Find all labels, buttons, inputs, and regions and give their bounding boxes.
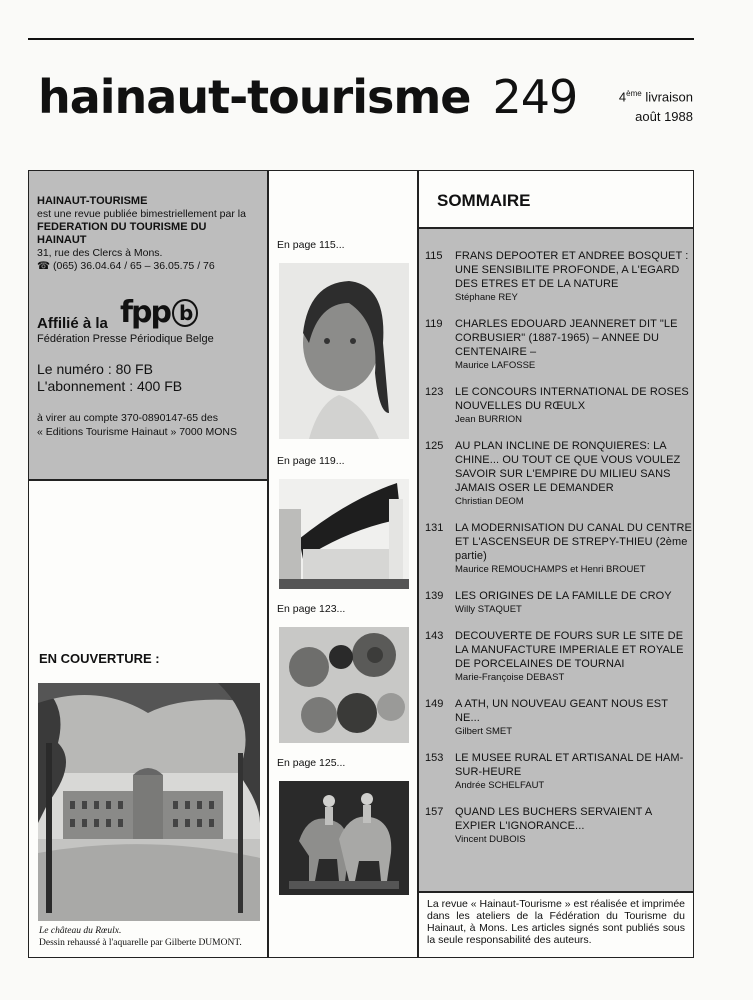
toc-page: 139 bbox=[425, 590, 444, 602]
toc-author: Jean BURRION bbox=[455, 414, 523, 425]
toc-author: Willy STAQUET bbox=[455, 604, 522, 615]
toc-entry bbox=[419, 697, 693, 738]
image-label: En page 119... bbox=[277, 455, 345, 467]
toc-entry bbox=[419, 589, 693, 616]
images-panel bbox=[268, 170, 418, 958]
table-of-contents bbox=[418, 228, 694, 892]
toc-title: A ATH, UN NOUVEAU GEANT NOUS EST NE... bbox=[455, 698, 668, 724]
image-label: En page 125... bbox=[277, 757, 346, 769]
toc-title: LE MUSEE RURAL ET ARTISANAL DE HAM-SUR-HEURE bbox=[455, 752, 684, 778]
portrait-image bbox=[279, 263, 409, 439]
federation-name: FEDERATION DU TOURISME DU HAINAUT bbox=[37, 221, 207, 246]
toc-page: 115 bbox=[425, 250, 443, 262]
magazine-title bbox=[38, 70, 578, 124]
prices bbox=[37, 361, 259, 395]
publication-frequency: est une revue publiée bimestriellement par la bbox=[37, 208, 246, 220]
footer-note: La revue « Hainaut-Tourisme » est réalisée et imprimée dans les ateliers de la Fédération du Tourisme du Hainaut, à Mons. Les articles signés sont publiés sous la seule responsabilité des auteurs. bbox=[418, 892, 694, 958]
toc-page: 125 bbox=[425, 440, 444, 452]
toc-entry bbox=[419, 629, 693, 684]
toc-author: Stéphane REY bbox=[455, 292, 518, 303]
cover-caption-credit: Dessin rehaussé à l'aquarelle par Gilberte DUMONT. bbox=[39, 938, 242, 948]
toc-entry bbox=[419, 805, 693, 846]
toc-title: CHARLES EDOUARD JEANNERET DIT "LE CORBUSIER" (1887-1965) – ANNEE DU CENTENAIRE – bbox=[455, 318, 678, 358]
cover-panel bbox=[28, 480, 268, 958]
affiliated-org: Fédération Presse Périodique Belge bbox=[37, 333, 214, 345]
cover-label: EN COUVERTURE : bbox=[39, 651, 160, 666]
toc-title: FRANS DEPOOTER ET ANDREE BOSQUET : UNE SENSIBILITE PROFONDE, A L'EGARD DES ETRES ET DE LA NATURE bbox=[455, 250, 689, 290]
toc-page: 119 bbox=[425, 318, 443, 330]
top-rule bbox=[28, 38, 694, 40]
affiliation bbox=[37, 295, 259, 347]
toc-author: Gilbert SMET bbox=[455, 726, 513, 737]
toc-title: QUAND LES BUCHERS SERVAIENT A EXPIER L'IGNORANCE... bbox=[455, 806, 652, 832]
corbusier-chapel-image bbox=[279, 479, 409, 589]
magazine-name: hainaut-tourisme bbox=[38, 70, 471, 124]
image-label: En page 115... bbox=[277, 239, 345, 251]
toc-entry bbox=[419, 249, 693, 304]
publication-name: HAINAUT-TOURISME bbox=[37, 195, 148, 207]
toc-entry bbox=[419, 521, 693, 576]
publication-info-panel bbox=[28, 170, 268, 480]
toc-entry bbox=[419, 385, 693, 426]
chinese-horses-image bbox=[279, 781, 409, 895]
toc-entry bbox=[419, 317, 693, 372]
toc-title: LA MODERNISATION DU CANAL DU CENTRE ET L'ASCENSEUR DE STREPY-THIEU (2ème partie) bbox=[455, 522, 692, 562]
phone: ☎ (065) 36.04.64 / 65 – 36.05.75 / 76 bbox=[37, 260, 215, 272]
address: 31, rue des Clercs à Mons. bbox=[37, 247, 163, 259]
toc-page: 143 bbox=[425, 630, 444, 642]
price-issue: Le numéro : 80 FB bbox=[37, 361, 153, 377]
toc-page: 153 bbox=[425, 752, 444, 764]
fppb-logo: fpp b bbox=[120, 295, 198, 330]
toc-title: DECOUVERTE DE FOURS SUR LE SITE DE LA MANUFACTURE IMPERIALE ET ROYALE DE PORCELAINES DE TOURNAI bbox=[455, 630, 684, 670]
sommaire-header bbox=[418, 170, 694, 228]
cover-caption-title: Le château du Rœulx. bbox=[39, 926, 122, 936]
toc-page: 131 bbox=[425, 522, 444, 534]
cover-caption bbox=[39, 925, 242, 949]
issue-info bbox=[590, 84, 693, 127]
toc-author: Andrée SCHELFAUT bbox=[455, 780, 545, 791]
toc-title: AU PLAN INCLINE DE RONQUIERES: LA CHINE... OU TOUT CE QUE VOUS VOULEZ SAVOIR SUR L'EMPIRE DU MILIEU SANS JAMAIS OSER LE DEMANDER bbox=[455, 440, 681, 494]
toc-author: Maurice REMOUCHAMPS et Henri BROUET bbox=[455, 564, 646, 575]
toc-entry bbox=[419, 751, 693, 792]
toc-page: 149 bbox=[425, 698, 444, 710]
livraison: 4ème livraison bbox=[618, 89, 693, 105]
issue-date: août 1988 bbox=[635, 109, 693, 125]
publication-details bbox=[37, 195, 259, 273]
toc-list bbox=[419, 249, 693, 846]
affiliated-label: Affilié à la bbox=[37, 315, 108, 332]
toc-page: 123 bbox=[425, 386, 444, 398]
toc-title: LES ORIGINES DE LA FAMILLE DE CROY bbox=[455, 590, 672, 602]
cover-illustration bbox=[38, 683, 260, 921]
toc-author: Vincent DUBOIS bbox=[455, 834, 526, 845]
toc-author: Christian DEOM bbox=[455, 496, 524, 507]
toc-author: Marie-Françoise DEBAST bbox=[455, 672, 565, 683]
toc-author: Maurice LAFOSSE bbox=[455, 360, 536, 371]
roses-image bbox=[279, 627, 409, 743]
toc-title: LE CONCOURS INTERNATIONAL DE ROSES NOUVELLES DU RŒULX bbox=[455, 386, 689, 412]
payment-info: à virer au compte 370-0890147-65 des « Editions Tourisme Hainaut » 7000 MONS bbox=[37, 412, 237, 438]
image-label: En page 123... bbox=[277, 603, 346, 615]
price-subscription: L'abonnement : 400 FB bbox=[37, 378, 183, 394]
toc-entry bbox=[419, 439, 693, 508]
toc-page: 157 bbox=[425, 806, 444, 818]
issue-number: 249 bbox=[492, 70, 578, 124]
sommaire-title: SOMMAIRE bbox=[437, 191, 531, 210]
